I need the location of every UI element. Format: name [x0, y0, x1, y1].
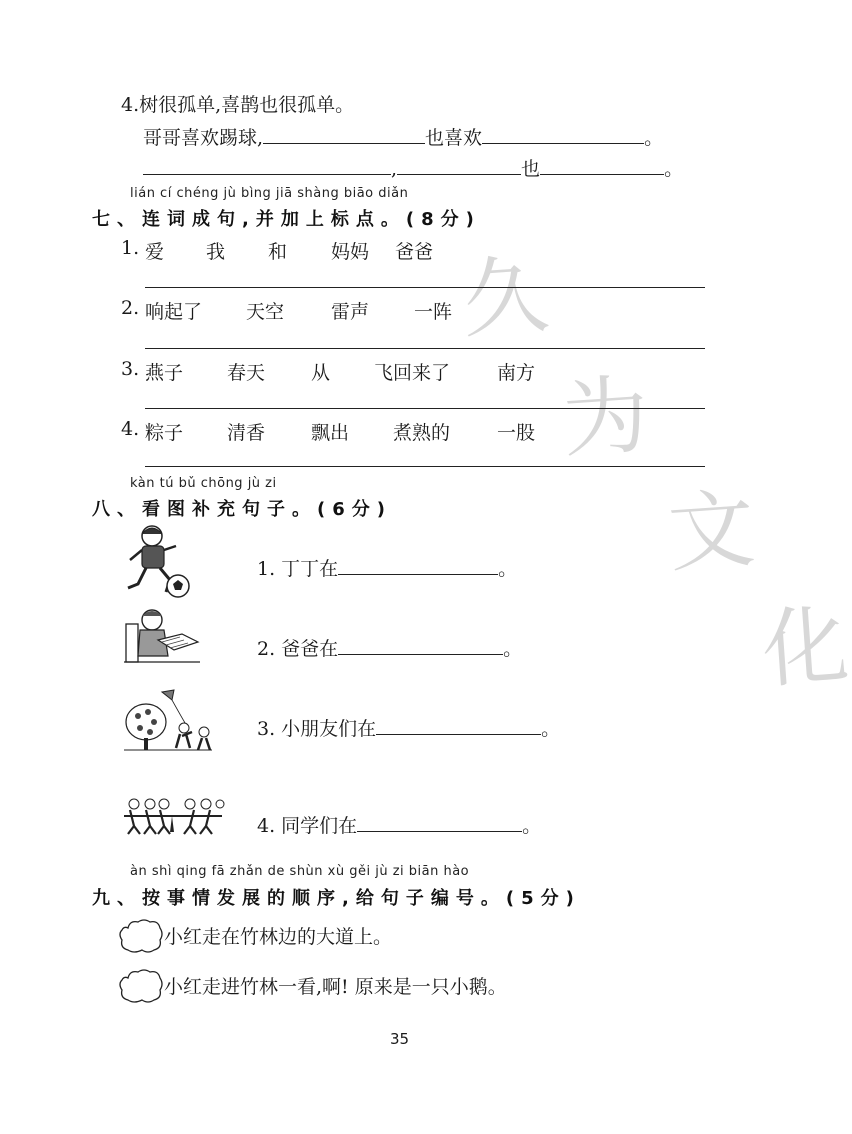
- s8-item4-blank[interactable]: [357, 817, 522, 832]
- s8-item3-blank[interactable]: [376, 720, 541, 735]
- s7-item2-word1: 响起了: [145, 301, 203, 323]
- s7-item1-word1: 爱: [145, 241, 165, 263]
- q4-row1-end: 。: [644, 127, 664, 149]
- s8-item-2: [257, 640, 522, 659]
- q4-row2-end: 。: [664, 158, 684, 180]
- section7-pinyin: lián cí chéng jù bìng jiā shàng biāo diǎn: [130, 186, 409, 201]
- q4-answer-blank-1[interactable]: [263, 129, 425, 144]
- q4-row1-prefix: 哥哥喜欢踢球,: [143, 127, 264, 149]
- s7-item1-word4: 妈妈: [331, 241, 370, 263]
- watermark-char-3: 文: [665, 479, 758, 585]
- q4-row2-comma: ,: [391, 158, 398, 180]
- s7-item3-answer-line[interactable]: [145, 408, 705, 409]
- s9-item-1: 小红走在竹林边的大道上。: [164, 926, 393, 948]
- q4-row-1: [143, 129, 663, 148]
- s7-item1-num: 1.: [121, 237, 140, 259]
- q4-row2-ye: 也: [521, 158, 541, 180]
- s7-item4-answer-line[interactable]: [145, 466, 705, 467]
- numbering-bubble-icon[interactable]: [118, 918, 164, 954]
- s8-item-3: [257, 720, 560, 739]
- watermark-char-1: 久: [459, 245, 552, 351]
- s8-item1-blank[interactable]: [338, 560, 498, 575]
- section9-title: 九、按事情发展的顺序,给句子编号。(5分): [92, 888, 581, 909]
- s7-item4-num: 4.: [121, 418, 140, 440]
- s8-item1-text: 1. 丁丁在: [257, 558, 339, 580]
- tug-of-war-illustration: [120, 794, 226, 836]
- s7-item4-word5: 一股: [497, 422, 536, 444]
- s8-item-1: [257, 560, 517, 579]
- s7-item1-word5: 爸爸: [395, 241, 434, 263]
- s7-item3-word3: 从: [311, 362, 331, 384]
- boy-kicking-ball-illustration: [122, 522, 194, 602]
- s8-item4-end: 。: [522, 815, 542, 837]
- s7-item2-word3: 雷声: [331, 301, 370, 323]
- section7-title: 七、连词成句,并加上标点。(8分): [92, 209, 481, 230]
- numbering-bubble-icon[interactable]: [118, 968, 164, 1004]
- section8-pinyin: kàn tú bǔ chōng jù zi: [130, 476, 277, 491]
- watermark-char-2: 为: [559, 365, 652, 471]
- section8-title: 八、看图补充句子。(6分): [92, 499, 392, 520]
- s8-item1-end: 。: [498, 558, 518, 580]
- s7-item4-word3: 飘出: [311, 422, 350, 444]
- s7-item3-word2: 春天: [227, 362, 266, 384]
- s7-item3-word4: 飞回来了: [374, 362, 451, 384]
- s7-item2-word4: 一阵: [414, 301, 453, 323]
- s8-item2-end: 。: [503, 638, 523, 660]
- s7-item1-word2: 我: [206, 241, 226, 263]
- s7-item4-word4: 煮熟的: [393, 422, 451, 444]
- q4-row1-ye: 也喜欢: [425, 127, 483, 149]
- page-number: 35: [390, 1030, 410, 1048]
- q4-example: [121, 96, 354, 115]
- s8-item2-text: 2. 爸爸在: [257, 638, 339, 660]
- children-flying-kite-illustration: [122, 688, 214, 752]
- s9-item-2: 小红走进竹林一看,啊! 原来是一只小鹅。: [164, 976, 507, 998]
- s7-item2-num: 2.: [121, 297, 140, 319]
- s7-item3-word5: 南方: [497, 362, 536, 384]
- q4-number: 4.: [121, 94, 140, 116]
- s7-item2-answer-line[interactable]: [145, 348, 705, 349]
- s8-item-4: [257, 817, 541, 836]
- s8-item3-end: 。: [541, 718, 561, 740]
- father-reading-illustration: [122, 606, 202, 666]
- q4-answer-blank-4[interactable]: [397, 160, 521, 175]
- s7-item4-word1: 粽子: [145, 422, 184, 444]
- s7-item1-word3: 和: [268, 241, 288, 263]
- q4-answer-blank-3[interactable]: [143, 160, 391, 175]
- watermark-char-4: 化: [759, 595, 852, 701]
- s7-item2-word2: 天空: [246, 301, 285, 323]
- s7-item3-num: 3.: [121, 358, 140, 380]
- q4-example-text: 树很孤单,喜鹊也很孤单。: [139, 94, 355, 116]
- s7-item1-answer-line[interactable]: [145, 287, 705, 288]
- q4-answer-blank-5[interactable]: [540, 160, 664, 175]
- s8-item3-text: 3. 小朋友们在: [257, 718, 377, 740]
- s8-item4-text: 4. 同学们在: [257, 815, 358, 837]
- q4-answer-blank-2[interactable]: [482, 129, 644, 144]
- s7-item3-word1: 燕子: [145, 362, 184, 384]
- q4-row-2: [143, 160, 683, 179]
- s7-item4-word2: 清香: [227, 422, 266, 444]
- section9-pinyin: àn shì qing fā zhǎn de shùn xù gěi jù zi biān hào: [130, 864, 470, 879]
- s8-item2-blank[interactable]: [338, 640, 503, 655]
